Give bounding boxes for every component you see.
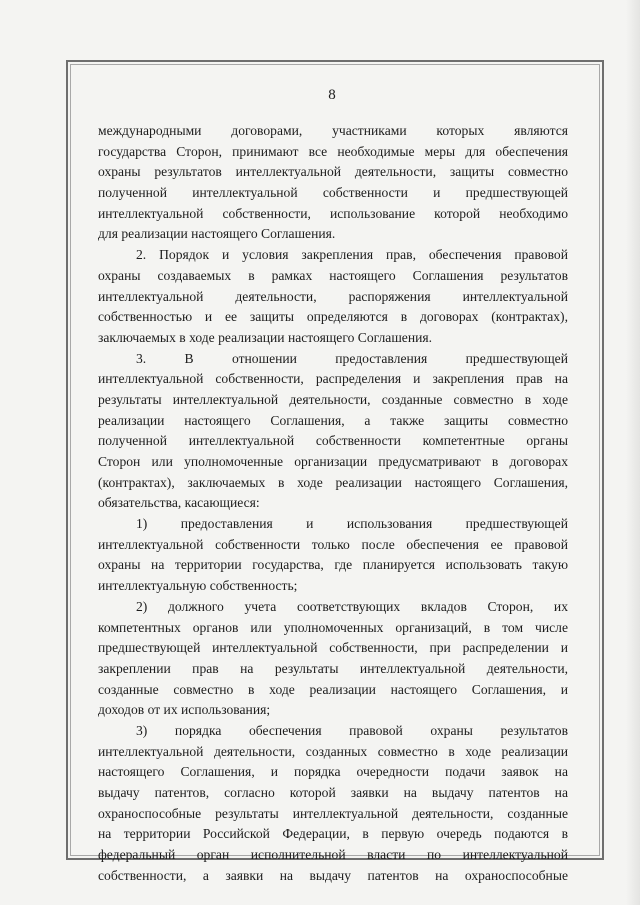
text-line: настоящего Соглашения, и порядка очередности подачи заявок на xyxy=(98,764,568,780)
text-line: результаты интеллектуальной деятельности, созданные совместно в ходе xyxy=(98,391,568,407)
text-line: реализации настоящего Соглашения, а также защиты совместно xyxy=(98,412,568,428)
text-line: интеллектуальной собственности, распределения и закрепления прав на xyxy=(98,371,568,387)
text-line: 3) порядка обеспечения правовой охраны результатов xyxy=(136,722,568,738)
text-line: охраноспособные результаты интеллектуальной деятельности, созданные xyxy=(98,805,568,821)
text-line: для реализации настоящего Соглашения. xyxy=(98,226,336,242)
text-line: обязательства, касающиеся: xyxy=(98,495,260,511)
text-line: охраны на территории государства, где планируется использовать такую xyxy=(98,557,568,573)
text-line: охраны результатов интеллектуальной деятельности, защиты совместно xyxy=(98,164,568,180)
text-line: 1) предоставления и использования предшествующей xyxy=(136,516,568,532)
text-line: государства Сторон, принимают все необходимые меры для обеспечения xyxy=(98,143,568,159)
text-line: заключаемых в ходе реализации настоящего Соглашения. xyxy=(98,329,433,345)
text-line: закреплении прав на результаты интеллектуальной деятельности, xyxy=(98,660,568,676)
text-line: компетентных органов или уполномоченных организаций, в том числе xyxy=(98,619,568,635)
text-line: 2. Порядок и условия закрепления прав, обеспечения правовой xyxy=(136,247,568,263)
text-line: созданные совместно в ходе реализации настоящего Соглашения, и xyxy=(98,681,568,697)
document-body xyxy=(98,121,568,886)
text-line: интеллектуальной собственности только после обеспечения ее правовой xyxy=(98,536,568,552)
text-line: 3. В отношении предоставления предшествующей xyxy=(136,350,568,366)
text-line: на территории Российской Федерации, в первую очередь подаются в xyxy=(98,826,568,842)
text-line: охраны создаваемых в рамках настоящего Соглашения результатов xyxy=(98,267,568,283)
text-line: доходов от их использования; xyxy=(98,702,271,718)
text-line: 2) должного учета соответствующих вкладов Сторон, их xyxy=(136,598,568,614)
text-line: интеллектуальной деятельности, распоряжения интеллектуальной xyxy=(98,288,568,304)
text-line: интеллектуальной деятельности, созданных совместно в ходе реализации xyxy=(98,743,568,759)
text-line: полученной интеллектуальной собственности компетентные органы xyxy=(98,433,568,449)
page-number: 8 xyxy=(328,87,336,103)
text-line: (контрактах), заключаемых в ходе реализации настоящего Соглашения, xyxy=(98,474,568,490)
text-line: полученной интеллектуальной собственности и предшествующей xyxy=(98,185,568,201)
scan-edge-shadow xyxy=(626,0,640,905)
text-line: собственности, а заявки на выдачу патентов на охраноспособные xyxy=(98,867,568,883)
text-line: выдачу патентов, согласно которой заявки на выдачу патентов на xyxy=(98,785,568,800)
text-line: международными договорами, участниками которых являются xyxy=(98,123,568,138)
text-line: Сторон или уполномоченные организации предусматривают в договорах xyxy=(98,454,568,469)
text-line: интеллектуальную собственность; xyxy=(98,578,298,594)
text-line: собственностью и ее защиты определяются в договорах (контрактах), xyxy=(98,309,568,325)
text-line: интеллектуальной собственности, использование которой необходимо xyxy=(98,205,568,221)
text-line: федеральный орган исполнительной власти по интеллектуальной xyxy=(98,847,568,863)
text-line: предшествующей интеллектуальной собственности, при распределении и xyxy=(98,640,568,656)
